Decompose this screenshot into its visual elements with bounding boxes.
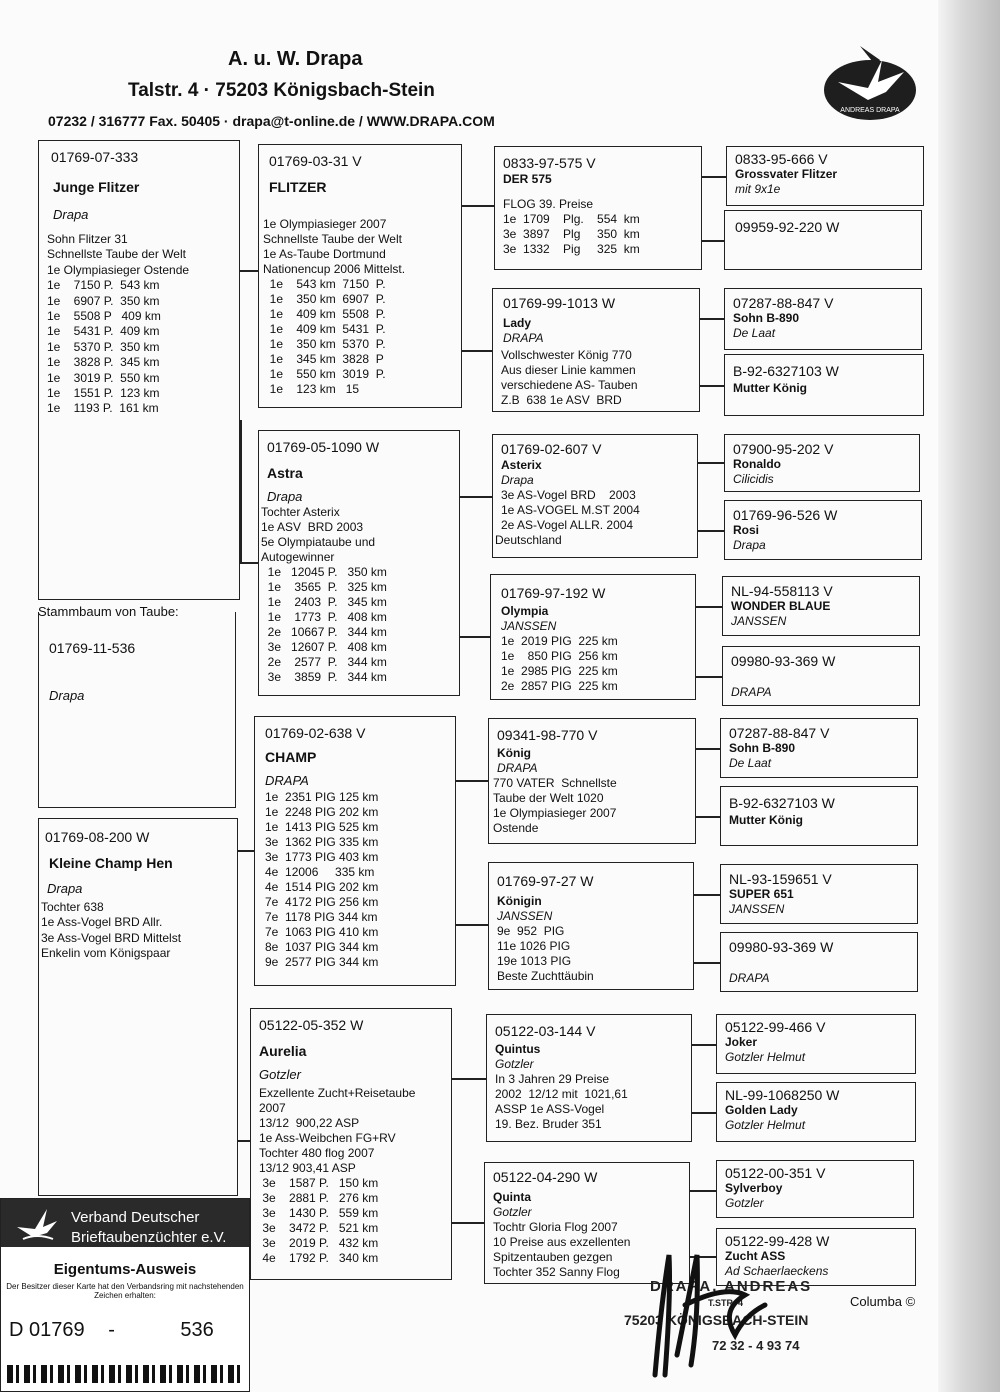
pigeon-name: König	[497, 746, 531, 760]
pigeon-name: Königin	[497, 894, 542, 908]
tree-connector	[452, 1222, 484, 1224]
tree-connector	[462, 205, 494, 207]
ring-number: 01769-08-200 W	[45, 829, 150, 845]
result-line: 2e 2577 P. 344 km	[261, 655, 387, 669]
pigeon-name: Astra	[267, 465, 303, 481]
info-line: Ostende	[493, 821, 539, 835]
subject-box	[38, 140, 240, 600]
tree-connector	[696, 748, 720, 750]
tree-connector	[696, 606, 722, 608]
pigeon-name: Rosi	[733, 523, 760, 537]
pigeon-breeder: DRAPA	[729, 971, 770, 985]
info-line: In 3 Jahren 29 Preise	[495, 1072, 610, 1086]
pigeon-breeder: JANSSEN	[729, 902, 785, 916]
result-line: 1e 123 km 15	[263, 382, 360, 396]
ring-number: B-92-6327103 W	[729, 795, 835, 811]
result-line: 3e 1430 P. 559 km	[259, 1206, 379, 1220]
tree-connector	[238, 1140, 250, 1142]
ring-number: 01769-97-27 W	[497, 873, 594, 889]
stamp-line1: DRAPA, ANDREAS	[650, 1278, 813, 1295]
card-ring-prefix: D 01769	[9, 1319, 85, 1341]
pigeon-breeder: DRAPA	[265, 773, 309, 788]
ring-number: 09341-98-770 V	[497, 727, 598, 743]
ring-number: NL-94-558113 V	[731, 583, 833, 599]
ring-number: 09980-93-369 W	[729, 939, 834, 955]
gp-quintus-box	[486, 1014, 692, 1142]
info-line: Tochter 638	[41, 900, 104, 914]
pigeon-name: Olympia	[501, 604, 549, 618]
result-line: 1e 5370 P. 350 km	[47, 339, 160, 354]
tree-connector	[698, 462, 724, 464]
result-line: 3e 3897 Plg 350 km	[503, 227, 640, 241]
tree-connector	[460, 636, 490, 638]
info-line: 1e Ass-Weibchen FG+RV	[259, 1131, 396, 1145]
pigeon-breeder: De Laat	[733, 326, 776, 340]
result-line: 7e 4172 PIG 256 km	[265, 895, 379, 909]
info-line: 770 VATER Schnellste	[493, 776, 617, 790]
ring-number: 01769-07-333	[51, 149, 139, 165]
pigeon-breeder: Drapa	[49, 688, 85, 703]
info-line: Aus dieser Linie kammen	[501, 363, 636, 377]
pigeon-name: Golden Lady	[725, 1103, 798, 1117]
tree-connector	[698, 530, 724, 532]
tree-connector	[452, 1078, 486, 1080]
stammbaum-label: Stammbaum von Taube:	[38, 604, 179, 619]
ggp-box-14	[716, 1082, 916, 1142]
result-line: 8e 1037 PIG 344 km	[265, 940, 379, 954]
info-line: Deutschland	[495, 533, 562, 547]
info-line: Schnellste Taube der Welt	[263, 232, 402, 246]
ggp-box-13	[716, 1014, 916, 1074]
result-line: 1e 1413 PIG 525 km	[265, 820, 379, 834]
ring-number: 05122-05-352 W	[259, 1017, 364, 1033]
info-line: 1e Ass-Vogel BRD Allr.	[41, 915, 163, 930]
pigeon-breeder: Drapa	[501, 473, 534, 487]
pigeon-name: WONDER BLAUE	[731, 599, 831, 613]
result-line: 4e 12006 335 km	[265, 865, 375, 879]
card-security-strip	[7, 1365, 243, 1383]
ring-number: NL-93-159651 V	[729, 871, 832, 887]
ggp-box-9	[720, 718, 918, 778]
pigeon-name: FLITZER	[269, 179, 327, 195]
result-line: 3e 1773 PIG 403 km	[265, 850, 379, 864]
info-line: 5e Olympiataube und	[261, 535, 376, 549]
info-line: 1e Olympiasieger 2007	[493, 806, 617, 820]
pigeon-breeder: Drapa	[733, 538, 766, 552]
ggp-box-10	[720, 786, 918, 846]
result-line: 1e 3828 P. 345 km	[47, 355, 160, 370]
tree-connector	[694, 962, 720, 964]
info-line: Autogewinner	[261, 550, 335, 564]
tree-connector	[696, 676, 722, 678]
stamp-line4: 72 32 - 4 93 74	[712, 1338, 800, 1353]
result-line: 1e 3565 P. 325 km	[261, 580, 387, 594]
result-line: 3e 1362 PIG 335 km	[265, 835, 379, 849]
tree-connector	[240, 270, 258, 272]
result-line: 7e 1063 PIG 410 km	[265, 925, 379, 939]
gp-koenig-box	[488, 718, 696, 844]
pigeon-name: Joker	[725, 1035, 758, 1049]
pigeon-breeder: DRAPA	[503, 331, 544, 345]
result-line: 1e 543 km 7150 P.	[263, 277, 386, 291]
info-line: Exzellente Zucht+Reisetaube	[259, 1086, 416, 1100]
tree-connector	[460, 496, 492, 498]
ring-number: 0833-95-666 V	[735, 151, 828, 167]
ggp-box-5	[724, 434, 920, 492]
ring-number: 07900-95-202 V	[733, 441, 834, 457]
signature	[625, 1225, 775, 1385]
ring-number: 0833-97-575 V	[503, 155, 596, 171]
result-line: 3e 2019 P. 432 km	[259, 1236, 379, 1250]
pigeon-breeder: DRAPA	[731, 685, 772, 699]
result-line: 1e 6907 P. 350 km	[47, 293, 160, 308]
pigeon-name: Lady	[503, 316, 532, 330]
ring-number: B-92-6327103 W	[733, 363, 839, 379]
ring-number: 05122-03-144 V	[495, 1023, 596, 1039]
gp-olympia-box	[490, 574, 696, 700]
gp-koenigin-box	[488, 862, 694, 990]
info-line: Tochter 480 flog 2007	[259, 1146, 375, 1160]
card-header	[1, 1199, 249, 1247]
info-line: 10 Preise aus exzellenten	[493, 1235, 631, 1249]
result-line: 9e 2577 PIG 344 km	[265, 955, 379, 969]
breeder-address: Talstr. 4 · 75203 Königsbach-Stein	[128, 80, 435, 101]
result-line: 2e 10667 P. 344 km	[261, 625, 387, 639]
result-line: 3e 3859 P. 344 km	[261, 670, 387, 684]
tree-connector	[700, 385, 724, 387]
result-line: 1e 5508 P 409 km	[47, 309, 161, 324]
pigeon-name: Zucht ASS	[725, 1249, 786, 1263]
pigeon-name: DER 575	[503, 172, 552, 186]
pigeon-name: Quinta	[493, 1190, 531, 1204]
result-line: 2e 2857 PIG 225 km	[501, 679, 618, 693]
result-line: 1e 345 km 3828 P	[263, 352, 384, 366]
info-line: 13/12 900,22 ASP	[259, 1116, 360, 1130]
info-line: Taube der Welt 1020	[493, 791, 604, 805]
gp-lady-box	[492, 288, 700, 412]
pigeon-name: Grossvater Flitzer	[735, 167, 838, 181]
info-line: Tochtr Gloria Flog 2007	[493, 1220, 618, 1234]
info-line: 1e Olympiasieger Ostende	[47, 262, 190, 277]
pigeon-breeder: Gotzler Helmut	[725, 1050, 806, 1064]
ownership-card	[0, 1198, 250, 1392]
info-line: 2e AS-Vogel ALLR. 2004	[501, 518, 634, 532]
card-small-print: Der Besitzer dieser Karte hat den Verbandsring mit nachstehenden Zeichen erhalten:	[6, 1282, 244, 1300]
info-line: 1e Olympiasieger 2007	[263, 217, 387, 231]
result-line: 3e 3472 P. 521 km	[259, 1221, 379, 1235]
info-line: 3e AS-Vogel BRD 2003	[501, 488, 636, 502]
result-line: 1e 409 km 5508 P.	[263, 307, 386, 321]
ring-number: 05122-99-428 W	[725, 1233, 830, 1249]
info-line: Z.B 638 1e ASV BRD	[501, 393, 622, 407]
ring-number: 01769-02-638 V	[265, 725, 366, 741]
result-line: 4e 1514 PIG 202 km	[265, 880, 379, 894]
tree-connector	[700, 318, 724, 320]
pigeon-breeder: JANSSEN	[731, 614, 787, 628]
tree-connector	[692, 1112, 716, 1114]
card-ring-suffix: 536	[180, 1319, 214, 1341]
result-line: 1e 1193 P. 161 km	[47, 401, 159, 416]
stammbaum-box	[38, 612, 236, 808]
breeder-name: A. u. W. Drapa	[228, 48, 363, 70]
ring-number: 09959-92-220 W	[735, 219, 840, 235]
ring-number: 01769-97-192 W	[501, 585, 606, 601]
pigeon-breeder: Ad Schaerlaeckens	[725, 1264, 829, 1278]
ring-number: 05122-04-290 W	[493, 1169, 598, 1185]
logo-text: ANDREAS DRAPA	[840, 107, 900, 114]
result-line: 9e 952 PIG	[497, 924, 565, 938]
ring-number: 09980-93-369 W	[731, 653, 836, 669]
result-line: 1e 2019 PIG 225 km	[501, 634, 618, 648]
pigeon-breeder: Gotzler Helmut	[725, 1118, 806, 1132]
result-line: 1e 2403 P. 345 km	[261, 595, 387, 609]
ring-number: 07287-88-847 V	[733, 295, 834, 311]
info-line: Sohn Flitzer 31	[47, 232, 128, 246]
ring-number: 05122-00-351 V	[725, 1165, 826, 1181]
info-line: 1e As-Taube Dortmund	[263, 247, 386, 261]
result-line: 1e 3019 P. 550 km	[47, 370, 160, 385]
result-line: 11e 1026 PIG	[497, 939, 571, 953]
pigeon-name: Ronaldo	[733, 457, 781, 471]
tree-connector	[694, 894, 720, 896]
ring-number: 07287-88-847 V	[729, 725, 830, 741]
stamp-line2: T.STR. 4	[708, 1298, 744, 1308]
dove-icon	[13, 1205, 61, 1243]
info-line: FLOG 39. Preise	[503, 197, 594, 211]
pigeon-name: Quintus	[495, 1042, 541, 1056]
result-line: 1e 1709 Plg. 554 km	[503, 212, 640, 226]
parent-champ-box	[254, 716, 456, 986]
pigeon-breeder: JANSSEN	[501, 619, 557, 633]
pigeon-breeder: Drapa	[53, 207, 89, 222]
info-line: 3e Ass-Vogel BRD Mittelst	[41, 930, 182, 945]
ring-number: NL-99-1068250 W	[725, 1087, 840, 1103]
tree-connector	[696, 816, 720, 818]
info-line: Spitzentauben gezgen	[493, 1250, 613, 1264]
result-line: 3e 1332 Pig 325 km	[503, 242, 640, 256]
result-line: 3e 12607 P. 408 km	[261, 640, 387, 654]
card-org-line1: Verband Deutscher	[71, 1209, 200, 1226]
scan-edge	[938, 0, 1000, 1392]
ggp-box-15	[716, 1160, 914, 1218]
pigeon-breeder: JANSSEN	[497, 909, 553, 923]
ring-number: 01769-99-1013 W	[503, 295, 616, 311]
pigeon-breeder: Cilicidis	[733, 472, 774, 486]
pigeon-breeder: Gotzler	[493, 1205, 532, 1219]
parent-aurelia-box	[250, 1008, 452, 1280]
parent-astra-box	[258, 430, 460, 696]
ggp-box-8	[722, 646, 920, 706]
pigeon-breeder: DRAPA	[497, 761, 538, 775]
info-line: 2002 12/12 mit 1021,61	[495, 1087, 628, 1101]
ggp-box-7	[722, 576, 920, 636]
pigeon-name: Sohn B-890	[729, 741, 796, 755]
ggp-box-1	[726, 146, 924, 206]
result-line: 1e 409 km 5431 P.	[263, 322, 386, 336]
ggp-box-2	[724, 210, 922, 270]
info-line: Vollschwester König 770	[501, 348, 632, 362]
pigeon-name: Sylverboy	[725, 1181, 783, 1195]
ggp-box-4	[724, 354, 924, 416]
ring-number: 01769-03-31 V	[269, 153, 362, 169]
info-line: Nationencup 2006 Mittelst.	[263, 262, 406, 276]
gp-der575-box	[494, 146, 702, 270]
ring-number: 05122-99-466 V	[725, 1019, 826, 1035]
mate-box	[38, 818, 238, 1196]
parent-flitzer-box	[258, 144, 462, 408]
info-line: Tochter 352 Sanny Flog	[493, 1265, 620, 1279]
ggp-box-6	[724, 500, 922, 560]
gp-asterix-box	[492, 434, 698, 558]
pigeon-breeder: Drapa	[47, 881, 83, 896]
tree-connector	[462, 350, 492, 352]
tree-connector	[456, 924, 488, 926]
result-line: 1e 350 km 6907 P.	[263, 292, 386, 306]
pigeon-name: Kleine Champ Hen	[49, 855, 173, 871]
tree-connector	[238, 850, 254, 852]
result-line: 1e 1773 P. 408 km	[261, 610, 387, 624]
ring-number: 01769-96-526 W	[733, 507, 838, 523]
result-line: 1e 2351 PIG 125 km	[265, 790, 379, 804]
ggp-box-12	[720, 932, 918, 992]
ggp-box-11	[720, 864, 918, 924]
info-line: Enkelin vom Königspaar	[41, 946, 171, 961]
stamp-line3: 75203 KÖNIGSBACH-STEIN	[624, 1312, 809, 1328]
result-line: 3e 1587 P. 150 km	[259, 1176, 379, 1190]
breeder-contact: 07232 / 316777 Fax. 50405 · drapa@t-online.de / WWW.DRAPA.COM	[48, 113, 495, 129]
card-title: Eigentums-Ausweis	[53, 1261, 197, 1278]
pigeon-name: Aurelia	[259, 1043, 307, 1059]
pigeon-breeder: Gotzler	[725, 1196, 764, 1210]
tree-connector	[702, 176, 726, 178]
result-line: 1e 12045 P. 350 km	[261, 565, 387, 579]
result-line: 1e 550 km 3019 P.	[263, 367, 386, 381]
info-line: ASSP 1e ASS-Vogel	[495, 1102, 605, 1116]
result-line: 7e 1178 PIG 344 km	[265, 910, 378, 924]
ggp-box-3	[724, 288, 922, 350]
pigeon-breeder: De Laat	[729, 756, 772, 770]
pigeon-name: Junge Flitzer	[53, 179, 140, 195]
ring-number: 01769-02-607 V	[501, 441, 602, 457]
info-line: 1e AS-VOGEL M.ST 2004	[501, 503, 640, 517]
info-line: 13/12 903,41 ASP	[259, 1161, 356, 1175]
pigeon-breeder: Gotzler	[259, 1067, 301, 1082]
tree-connector	[690, 1190, 716, 1192]
card-ring-number	[9, 1319, 214, 1342]
info-line: Schnellste Taube der Welt	[47, 247, 186, 262]
tree-connector	[240, 562, 258, 564]
tree-connector	[702, 240, 724, 242]
ring-number: 01769-05-1090 W	[267, 439, 380, 455]
card-ring-separator: -	[108, 1319, 115, 1341]
pigeon-name: SUPER 651	[729, 887, 794, 901]
result-line: 1e 7150 P. 543 km	[47, 278, 160, 293]
pigeon-name: CHAMP	[265, 749, 317, 765]
result-line: 3e 2881 P. 276 km	[259, 1191, 379, 1205]
result-line: 4e 1792 P. 340 km	[259, 1251, 379, 1265]
card-org-line2: Brieftaubenzüchter e.V.	[71, 1229, 227, 1246]
pigeon-breeder: mit 9x1e	[735, 182, 781, 196]
pigeon-name: Mutter König	[729, 813, 803, 827]
pigeon-breeder: Drapa	[267, 489, 303, 504]
info-line: verschiedene AS- Tauben	[501, 378, 638, 392]
pigeon-breeder: Gotzler	[495, 1057, 534, 1071]
info-line: Beste Zuchttäubin	[497, 969, 594, 983]
columba-credit: Columba ©	[850, 1294, 916, 1309]
result-line: 1e 350 km 5370 P.	[263, 337, 386, 351]
tree-connector	[240, 420, 242, 562]
result-line: 1e 5431 P. 409 km	[47, 324, 160, 339]
result-line: 1e 2985 PIG 225 km	[501, 664, 618, 678]
result-line: 1e 2248 PIG 202 km	[265, 805, 379, 819]
result-line: 1e 1551 P. 123 km	[47, 386, 160, 401]
tree-connector	[692, 1044, 716, 1046]
ring-number: 01769-11-536	[49, 640, 136, 656]
info-line: Tochter Asterix	[261, 505, 340, 519]
info-line: 19. Bez. Bruder 351	[495, 1117, 602, 1131]
result-line: 19e 1013 PIG	[497, 954, 572, 968]
tree-connector	[456, 780, 488, 782]
info-line: 1e ASV BRD 2003	[261, 520, 364, 534]
result-line: 1e 850 PIG 256 km	[501, 649, 618, 663]
pigeon-name: Asterix	[501, 458, 542, 472]
pigeon-logo	[820, 42, 920, 122]
pigeon-name: Mutter König	[733, 381, 807, 395]
info-line: 2007	[259, 1101, 286, 1115]
pigeon-name: Sohn B-890	[733, 311, 800, 325]
